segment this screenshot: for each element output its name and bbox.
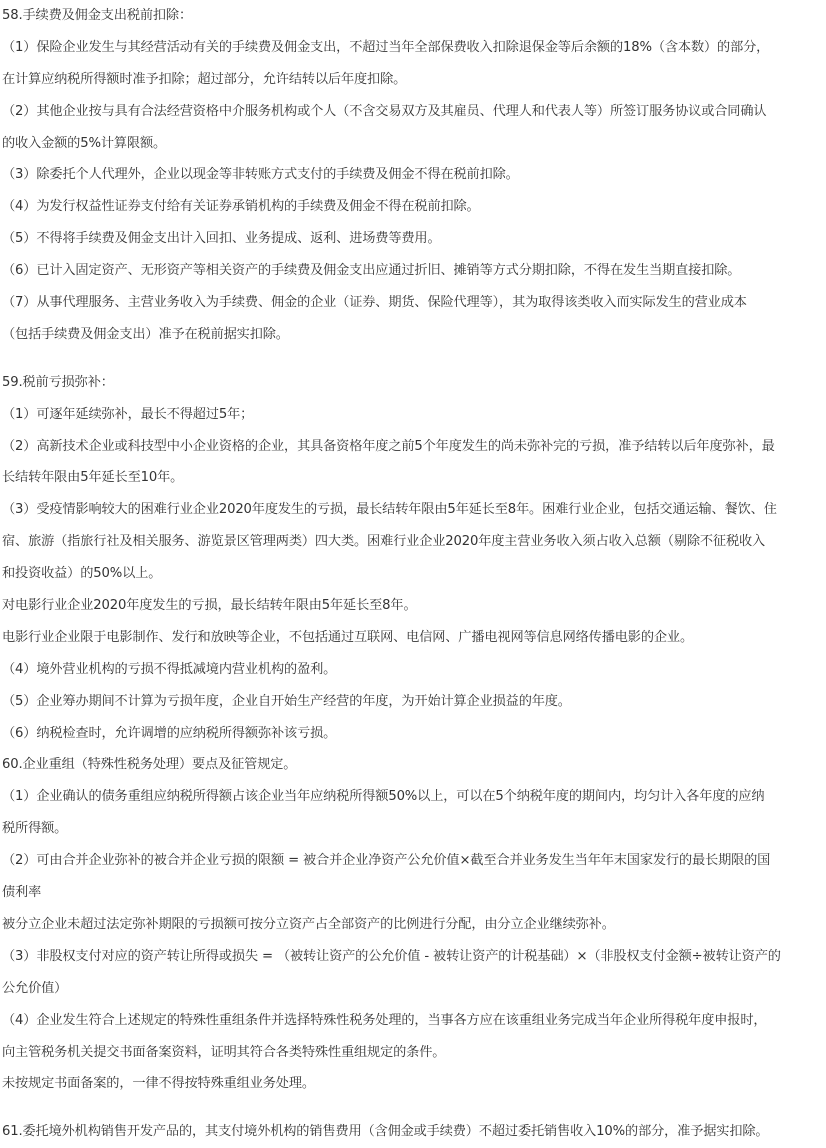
section-spacer [2, 1100, 824, 1116]
section-58-heading: 58.手续费及佣金支出税前扣除： [2, 8, 193, 23]
section-spacer [2, 351, 824, 367]
paragraph-line: （3）除委托个人代理外，企业以现金等非转账方式支付的手续费及佣金不得在税前扣除。 [2, 167, 519, 183]
paragraph-line: （包括手续费及佣金支出）准予在税前据实扣除。 [2, 326, 289, 342]
section-59-60 [2, 367, 824, 1100]
paragraph-line: （2）可由合并企业弥补的被合并企业亏损的限额 = 被合并企业净资产公允价值×截至合并业务发生当年年末国家发行的最长期限的国 [2, 853, 771, 869]
paragraph-line: 长结转年限由5年延长至10年。 [2, 470, 184, 486]
paragraph-line: （6）已计入固定资产、无形资产等相关资产的手续费及佣金支出应通过折旧、摊销等方式分期扣除，不得在发生当期直接扣除。 [2, 263, 741, 279]
paragraph-line: 对电影行业企业2020年度发生的亏损，最长结转年限由5年延长至8年。 [2, 598, 417, 614]
paragraph-line: 的收入金额的5%计算限额。 [2, 135, 167, 151]
paragraph-line: （2）高新技术企业或科技型中小企业资格的企业，其具备资格年度之前5个年度发生的尚未弥补完的亏损，准予结转以后年度弥补，最 [2, 438, 775, 454]
paragraph-line: （6）纳税检查时，允许调增的应纳税所得额弥补该亏损。 [2, 725, 337, 741]
paragraph-line: （4）企业发生符合上述规定的特殊性重组条件并选择特殊性税务处理的，当事各方应在该重组业务完成当年企业所得税年度申报时， [2, 1012, 767, 1028]
paragraph-line: 和投资收益）的50%以上。 [2, 566, 162, 582]
paragraph-line: 未按规定书面备案的，一律不得按特殊重组业务处理。 [2, 1076, 315, 1092]
paragraph-line: （1）企业确认的债务重组应纳税所得额占该企业当年应纳税所得额50%以上，可以在5个纳税年度的期间内，均匀计入各年度的应纳 [2, 789, 765, 805]
paragraph-line: （3）受疫情影响较大的困难行业企业2020年度发生的亏损，最长结转年限由5年延长至8年。困难行业企业，包括交通运输、餐饮、住 [2, 502, 777, 518]
section-61 [2, 1116, 824, 1148]
paragraph-line: 电影行业企业限于电影制作、发行和放映等企业，不包括通过互联网、电信网、广播电视网等信息网络传播电影的企业。 [2, 629, 693, 645]
paragraph-line: （7）从事代理服务、主营业务收入为手续费、佣金的企业（证券、期货、保险代理等），其为取得该类收入而实际发生的营业成本 [2, 295, 747, 311]
paragraph-line: 宿、旅游（指旅行社及相关服务、游览景区管理两类）四大类。困难行业企业2020年度主营业务收入须占收入总额（剔除不征税收入 [2, 534, 766, 550]
paragraph-line: （1）可逐年延续弥补，最长不得超过5年； [2, 406, 254, 422]
paragraph-line: （2）其他企业按与具有合法经营资格中介服务机构或个人（不含交易双方及其雇员、代理人和代表人等）所签订服务协议或合同确认 [2, 103, 767, 119]
section-59-heading: 59.税前亏损弥补： [2, 374, 114, 390]
paragraph-line: （3）非股权支付对应的资产转让所得或损失 = （被转让资产的公允价值 - 被转让资产的计税基础）×（非股权支付金额÷被转让资产的 [2, 948, 781, 964]
paragraph-line: 债利率 [2, 885, 42, 901]
paragraph-line: 在计算应纳税所得额时准予扣除；超过部分，允许结转以后年度扣除。 [2, 71, 407, 87]
section-61-heading: 61.委托境外机构销售开发产品的，其支付境外机构的销售费用（含佣金或手续费）不超过委托销售收入10%的部分，准予据实扣除。 [2, 1124, 769, 1140]
paragraph-line: （5）企业筹办期间不计算为亏损年度，企业自开始生产经营的年度，为开始计算企业损益的年度。 [2, 693, 571, 709]
section-58 [2, 0, 824, 351]
paragraph-line: 公允价值） [2, 980, 68, 996]
paragraph-line: 税所得额。 [2, 821, 68, 837]
section-60-heading: 60.企业重组（特殊性税务处理）要点及征管规定。 [2, 757, 297, 773]
paragraph-line: 被分立企业未超过法定弥补期限的亏损额可按分立资产占全部资产的比例进行分配，由分立企业继续弥补。 [2, 916, 615, 932]
paragraph-line: （4）境外营业机构的亏损不得抵减境内营业机构的盈利。 [2, 661, 337, 677]
paragraph-line: （1）保险企业发生与其经营活动有关的手续费及佣金支出，不超过当年全部保费收入扣除退保金等后余额的18%（含本数）的部分， [2, 39, 770, 55]
paragraph-line: （4）为发行权益性证券支付给有关证券承销机构的手续费及佣金不得在税前扣除。 [2, 199, 480, 215]
paragraph-line: （5）不得将手续费及佣金支出计入回扣、业务提成、返利、进场费等费用。 [2, 231, 441, 247]
paragraph-line: 向主管税务机关提交书面备案资料，证明其符合各类特殊性重组规定的条件。 [2, 1044, 446, 1060]
